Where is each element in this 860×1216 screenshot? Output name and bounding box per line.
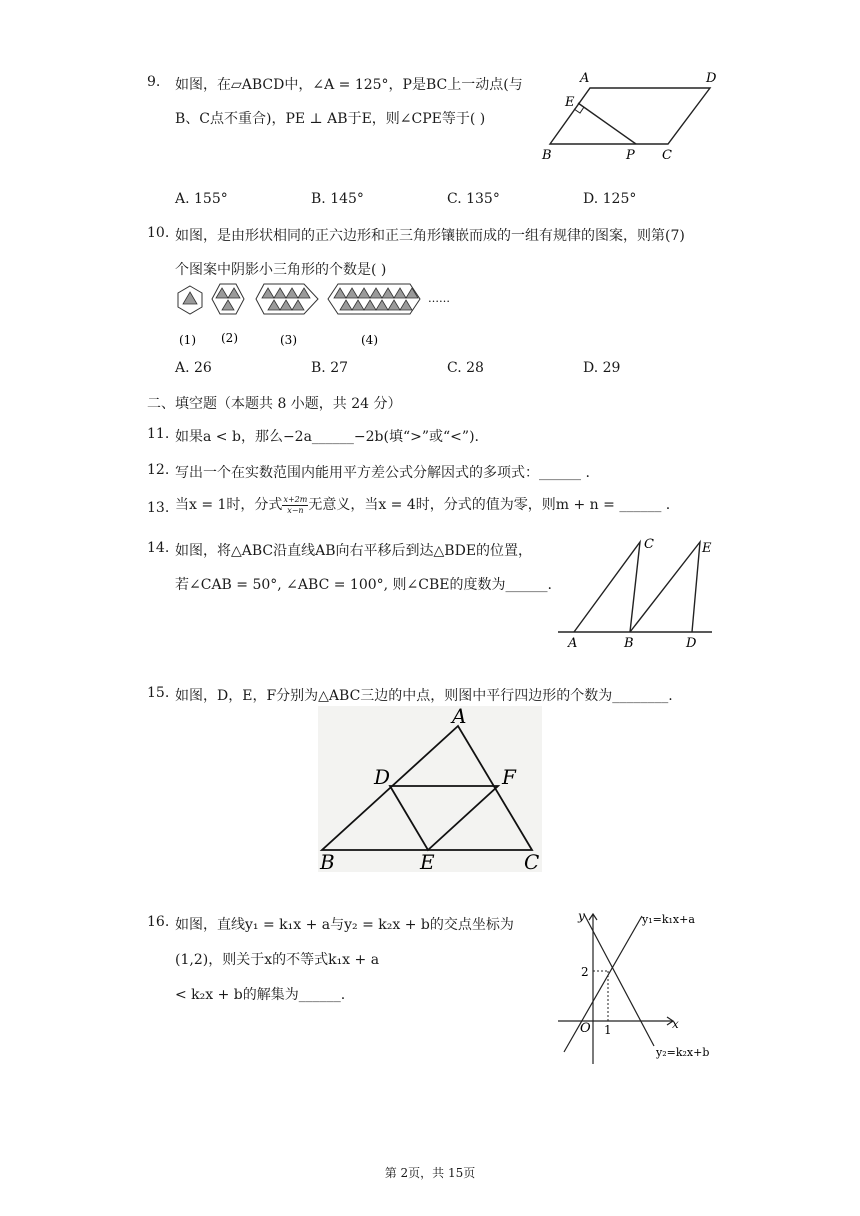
question-10-option-a: A. 26 (175, 360, 212, 376)
pattern-label-3: (3) (280, 333, 297, 347)
line-y2 (584, 914, 654, 1046)
question-14-line-2: 若∠CAB = 50°, ∠ABC = 100°, 则∠CBE的度数为______. (175, 577, 552, 593)
question-13-number: 13. (147, 500, 170, 516)
question-10-line-2: 个图案中阴影小三角形的个数是( ) (175, 262, 387, 278)
question-10-option-b: B. 27 (311, 360, 349, 376)
question-16-line-3: < k₂x + b的解集为______. (175, 987, 346, 1003)
question-15-midpoint-figure (318, 706, 542, 872)
label-c: C (644, 537, 654, 552)
question-13-part-2: 无意义，当x = 4时，分式的值为零，则m + n = ______ . (308, 497, 671, 513)
question-9-option-d: D. 125° (583, 191, 637, 207)
page-footer: 第 2页，共 15页 (384, 1166, 476, 1180)
fraction-numerator: x+2m (283, 494, 308, 504)
question-9-line-2: B、C点不重合)，PE ⊥ AB于E，则∠CPE等于( ) (175, 111, 486, 127)
label-y-2: 2 (581, 965, 589, 979)
question-11-text: 如果a < b，那么−2a______−2b(填“>”或“<”). (175, 429, 479, 445)
pattern-label-4: (4) (361, 333, 378, 347)
label-b: B (542, 148, 552, 163)
label-c: C (662, 148, 672, 163)
question-15-number: 15. (147, 685, 170, 701)
label-y: y (578, 909, 585, 923)
pattern-2 (212, 284, 244, 314)
label-d: D (374, 765, 391, 789)
triangle-abc (574, 542, 640, 632)
label-e: E (565, 95, 575, 110)
label-origin: O (580, 1021, 591, 1036)
label-b: B (624, 636, 634, 651)
line-y1 (564, 916, 642, 1052)
pattern-ellipsis: …… (428, 292, 450, 305)
question-10-number: 10. (147, 225, 170, 241)
question-13-text (175, 494, 670, 516)
question-14-number: 14. (147, 540, 170, 556)
label-e: E (420, 850, 435, 872)
label-a: A (568, 636, 578, 651)
question-12-number: 12. (147, 462, 170, 478)
label-line-y2: y₂=k₂x+b (656, 1046, 710, 1059)
pattern-4 (328, 284, 420, 314)
question-16-linear-graph (556, 904, 720, 1066)
question-16-line-2: (1,2)，则关于x的不等式k₁x + a (175, 952, 380, 968)
segment-pe (578, 103, 636, 144)
label-c: C (524, 850, 540, 872)
pattern-label-2: (2) (221, 331, 238, 345)
pattern-3 (256, 284, 318, 314)
label-f: F (502, 765, 516, 789)
triangle-bde (630, 542, 700, 632)
label-b: B (320, 850, 335, 872)
pattern-label-1: (1) (179, 333, 196, 347)
label-d: D (706, 71, 717, 86)
label-a: A (580, 71, 590, 86)
label-x-1: 1 (604, 1023, 612, 1037)
question-9-option-c: C. 135° (447, 191, 500, 207)
question-9-option-a: A. 155° (175, 191, 228, 207)
question-14-translation-figure (556, 534, 716, 654)
question-10-line-1: 如图，是由形状相同的正六边形和正三角形镶嵌而成的一组有规律的图案，则第(7) (175, 228, 685, 244)
label-p: P (626, 148, 635, 163)
question-9-parallelogram-figure (538, 66, 728, 166)
section-heading-fill-in: 二、填空题（本题共 8 小题，共 24 分） (147, 396, 402, 412)
question-16-line-1: 如图，直线y₁ = k₁x + a与y₂ = k₂x + b的交点坐标为 (175, 917, 514, 933)
question-13-part-1: 当x = 1时，分式 (175, 497, 283, 513)
label-line-y1: y₁=k₁x+a (642, 913, 695, 926)
label-x: x (672, 1017, 679, 1031)
question-10-option-d: D. 29 (583, 360, 621, 376)
question-10-tessellation-figure (172, 278, 462, 350)
question-9-option-b: B. 145° (311, 191, 364, 207)
label-e: E (702, 541, 712, 556)
question-9-line-1: 如图，在▱ABCD中，∠A = 125°，P是BC上一动点(与 (175, 77, 523, 93)
pattern-1 (178, 286, 202, 314)
question-9-number: 9. (147, 74, 161, 90)
label-a: A (452, 706, 467, 728)
question-16-number: 16. (147, 914, 170, 930)
fraction-denominator: x−n (287, 505, 304, 515)
question-10-option-c: C. 28 (447, 360, 484, 376)
question-15-text: 如图，D，E，F分别为△ABC三边的中点，则图中平行四边形的个数为________. (175, 688, 673, 704)
label-d: D (686, 636, 697, 651)
question-11-number: 11. (147, 426, 170, 442)
question-13-fraction (282, 495, 308, 516)
question-14-line-1: 如图，将△ABC沿直线AB向右平移后到达△BDE的位置， (175, 543, 533, 559)
question-12-text: 写出一个在实数范围内能用平方差公式分解因式的多项式：______ . (175, 465, 590, 481)
